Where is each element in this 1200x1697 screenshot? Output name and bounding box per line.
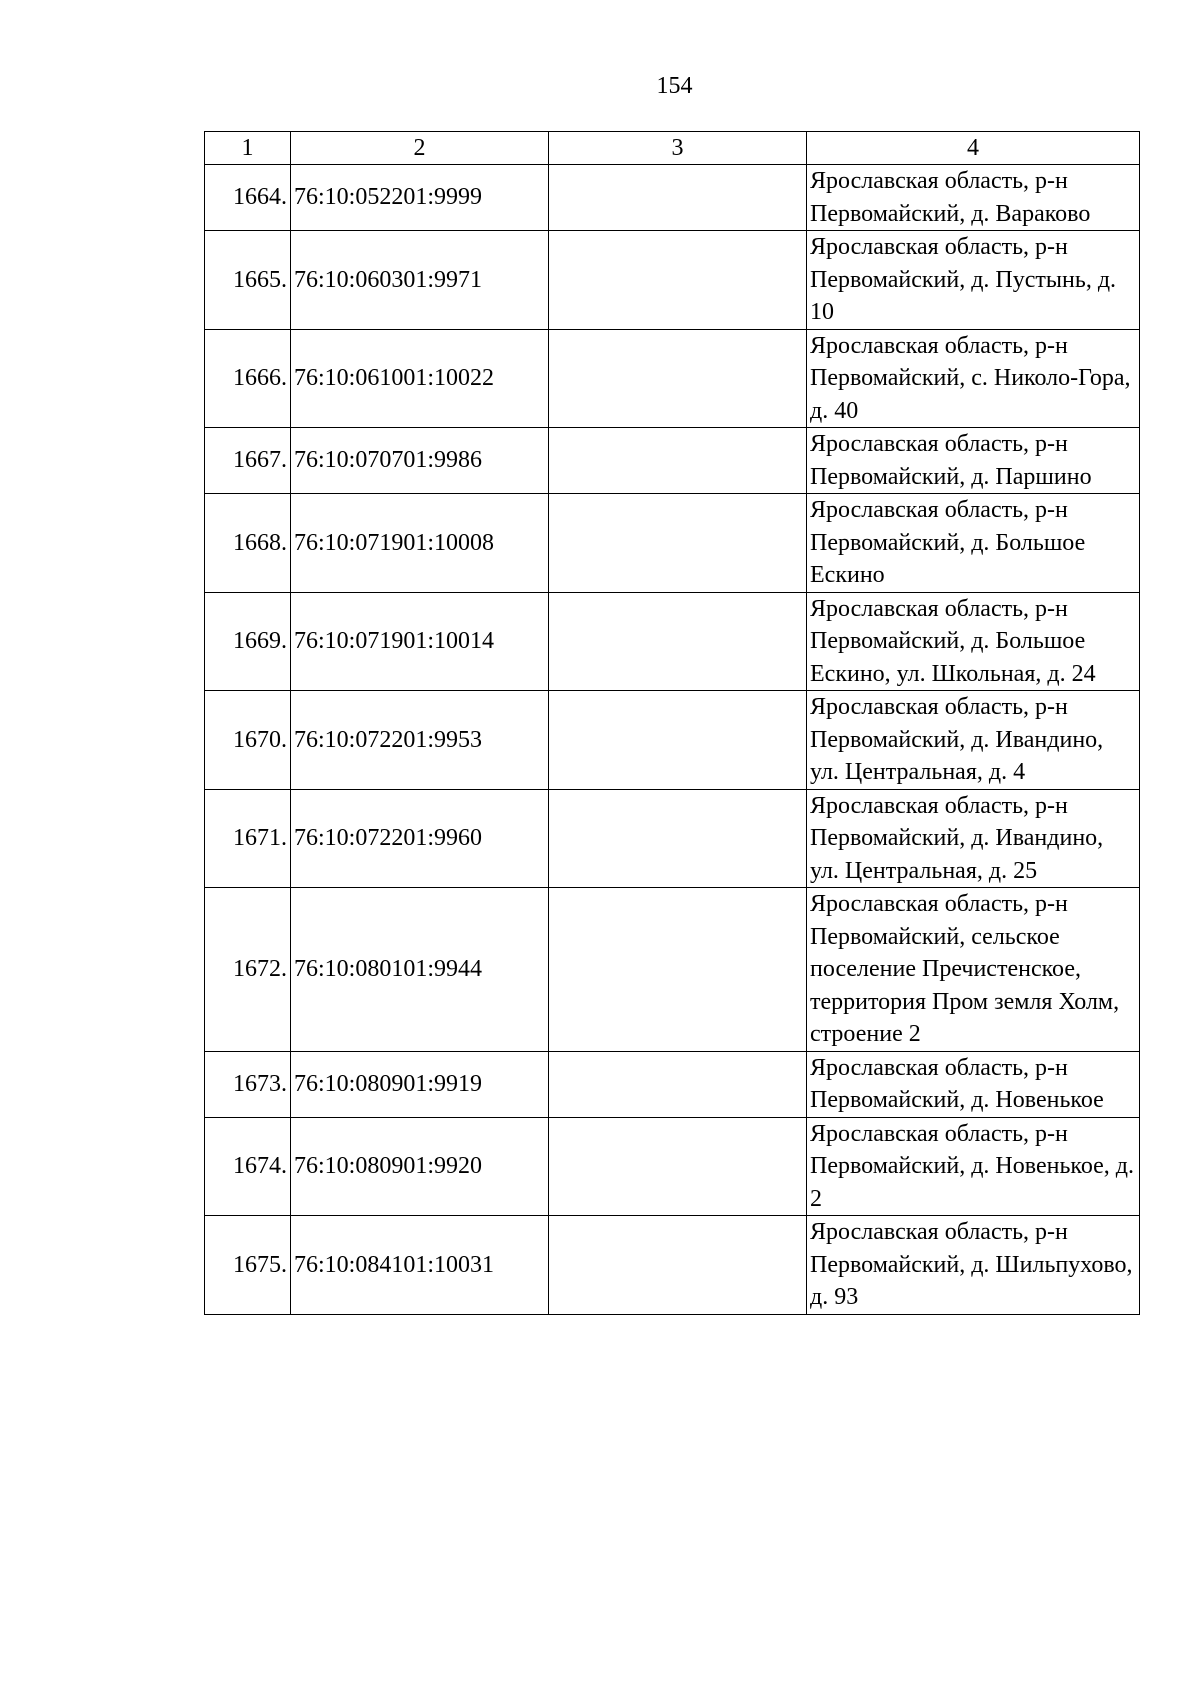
column-header-2: 2 <box>291 132 549 165</box>
column-3-cell <box>549 888 807 1052</box>
column-3-cell <box>549 165 807 231</box>
cadastral-number: 76:10:071901:10014 <box>291 592 549 691</box>
address-cell: Ярославская область, р-н Первомайский, д. Ивандино, ул. Центральная, д. 25 <box>807 789 1140 888</box>
row-number: 1668. <box>205 494 291 593</box>
row-number: 1671. <box>205 789 291 888</box>
column-header-1: 1 <box>205 132 291 165</box>
address-cell: Ярославская область, р-н Первомайский, д. Вараково <box>807 165 1140 231</box>
cadastral-number: 76:10:061001:10022 <box>291 329 549 428</box>
table-body <box>205 165 1140 1315</box>
row-number: 1672. <box>205 888 291 1052</box>
cadastral-number: 76:10:072201:9960 <box>291 789 549 888</box>
row-number: 1666. <box>205 329 291 428</box>
table-row <box>205 329 1140 428</box>
column-3-cell <box>549 1117 807 1216</box>
column-3-cell <box>549 1216 807 1315</box>
address-cell: Ярославская область, р-н Первомайский, д. Большое Ескино, ул. Школьная, д. 24 <box>807 592 1140 691</box>
column-header-4: 4 <box>807 132 1140 165</box>
cadastral-number: 76:10:084101:10031 <box>291 1216 549 1315</box>
registry-table <box>204 131 1140 1315</box>
page-number: 154 <box>656 73 693 99</box>
table-row <box>205 789 1140 888</box>
address-cell: Ярославская область, р-н Первомайский, с. Николо-Гора, д. 40 <box>807 329 1140 428</box>
address-cell: Ярославская область, р-н Первомайский, д. Ивандино, ул. Центральная, д. 4 <box>807 691 1140 790</box>
cadastral-number: 76:10:072201:9953 <box>291 691 549 790</box>
row-number: 1675. <box>205 1216 291 1315</box>
cadastral-number: 76:10:060301:9971 <box>291 231 549 330</box>
cadastral-number: 76:10:071901:10008 <box>291 494 549 593</box>
column-header-3: 3 <box>549 132 807 165</box>
cadastral-number: 76:10:080901:9919 <box>291 1051 549 1117</box>
table-row <box>205 428 1140 494</box>
address-cell: Ярославская область, р-н Первомайский, сельское поселение Пречистенское, территория Пром земля Холм, строение 2 <box>807 888 1140 1052</box>
row-number: 1670. <box>205 691 291 790</box>
column-3-cell <box>549 1051 807 1117</box>
row-number: 1669. <box>205 592 291 691</box>
column-3-cell <box>549 789 807 888</box>
cadastral-number: 76:10:052201:9999 <box>291 165 549 231</box>
row-number: 1674. <box>205 1117 291 1216</box>
table-row <box>205 1216 1140 1315</box>
address-cell: Ярославская область, р-н Первомайский, д. Пустынь, д. 10 <box>807 231 1140 330</box>
column-3-cell <box>549 329 807 428</box>
table-row <box>205 1117 1140 1216</box>
column-3-cell <box>549 691 807 790</box>
table-header-row <box>205 132 1140 165</box>
table-row <box>205 592 1140 691</box>
column-3-cell <box>549 428 807 494</box>
address-cell: Ярославская область, р-н Первомайский, д. Паршино <box>807 428 1140 494</box>
row-number: 1664. <box>205 165 291 231</box>
address-cell: Ярославская область, р-н Первомайский, д. Большое Ескино <box>807 494 1140 593</box>
column-3-cell <box>549 494 807 593</box>
address-cell: Ярославская область, р-н Первомайский, д. Новенькое, д. 2 <box>807 1117 1140 1216</box>
table-row <box>205 888 1140 1052</box>
cadastral-number: 76:10:080101:9944 <box>291 888 549 1052</box>
row-number: 1667. <box>205 428 291 494</box>
cadastral-number: 76:10:070701:9986 <box>291 428 549 494</box>
table-row <box>205 165 1140 231</box>
row-number: 1673. <box>205 1051 291 1117</box>
table-row <box>205 231 1140 330</box>
table-row <box>205 494 1140 593</box>
address-cell: Ярославская область, р-н Первомайский, д. Шильпухово, д. 93 <box>807 1216 1140 1315</box>
address-cell: Ярославская область, р-н Первомайский, д. Новенькое <box>807 1051 1140 1117</box>
column-3-cell <box>549 592 807 691</box>
cadastral-number: 76:10:080901:9920 <box>291 1117 549 1216</box>
column-3-cell <box>549 231 807 330</box>
row-number: 1665. <box>205 231 291 330</box>
table-row <box>205 691 1140 790</box>
table-row <box>205 1051 1140 1117</box>
